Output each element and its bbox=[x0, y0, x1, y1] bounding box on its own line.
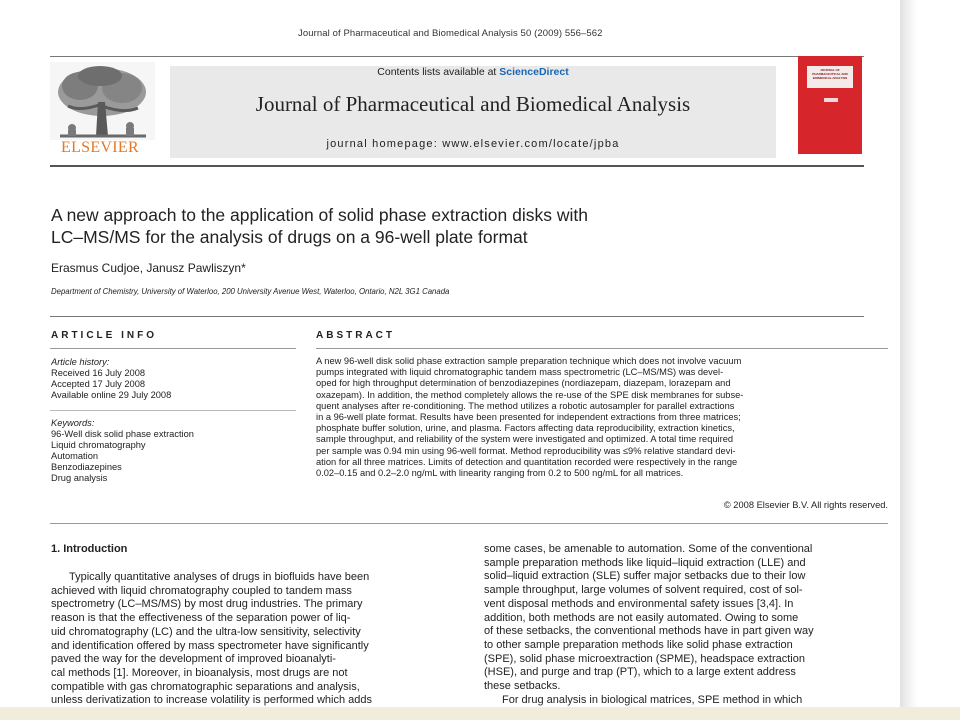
abstract-text bbox=[316, 356, 888, 479]
intro-line: (SPE), solid phase microextraction (SPME), headspace extraction bbox=[484, 652, 805, 665]
cover-title: JOURNAL OF PHARMACEUTICAL AND BIOMEDICAL ANALYSIS bbox=[812, 68, 848, 80]
abstract-line: per sample was 0.94 min using 96-well format. Method reproducibility was ≤9% relative standard devi- bbox=[316, 445, 736, 456]
intro-line: addition, both methods are not easily automated. Owing to some bbox=[484, 611, 799, 624]
elsevier-wordmark: ELSEVIER bbox=[61, 139, 139, 156]
intro-line: to other sample preparation methods like solid phase extraction bbox=[484, 638, 793, 651]
journal-cover-image bbox=[798, 56, 862, 154]
article-title-line: LC–MS/MS for the analysis of drugs on a 96-well plate format bbox=[51, 227, 528, 247]
intro-line: spectrometry (LC–MS/MS) by most drug industries. The primary bbox=[51, 598, 363, 611]
intro-line: of these setbacks, the conventional methods have in part given way bbox=[484, 625, 814, 638]
bottom-bar bbox=[0, 707, 960, 720]
intro-line: unless derivatization to increase volatility is performed which adds bbox=[51, 694, 372, 707]
sciencedirect-link[interactable]: ScienceDirect bbox=[499, 66, 569, 78]
intro-line: some cases, be amenable to automation. Some of the conventional bbox=[484, 543, 813, 555]
intro-line: vent disposal methods and environmental safety issues [3,4]. In bbox=[484, 597, 794, 610]
intro-line: cal methods [1]. Moreover, in bioanalysis, most drugs are not bbox=[51, 666, 348, 679]
keyword-item: Drug analysis bbox=[51, 473, 108, 483]
keywords-label: Keywords: bbox=[51, 418, 95, 428]
intro-right-column bbox=[484, 543, 890, 707]
homepage-url-link[interactable]: www.elsevier.com/locate/jpba bbox=[442, 138, 620, 150]
intro-line: compatible with gas chromatographic separations and analysis, bbox=[51, 680, 360, 693]
abstract-line: phosphate buffer solution, urine, and plasma. Factors affecting data reproducibility, extraction kinetics, bbox=[316, 423, 735, 434]
article-info-heading: ARTICLE INFO bbox=[51, 330, 157, 341]
contents-prefix: Contents lists available at bbox=[377, 66, 500, 78]
masthead-rule bbox=[50, 165, 864, 167]
abstract-line: sample throughput, and reliability of the system were investigated and optimized. A total time required bbox=[316, 434, 734, 445]
intro-line: reason is that the effectiveness of the separation power of liq- bbox=[51, 612, 351, 625]
journal-title: Journal of Pharmaceutical and Biomedical Analysis bbox=[255, 92, 691, 116]
keyword-item: Liquid chromatography bbox=[51, 440, 146, 450]
abstract-line: quent analyses after re-conditioning. The method utilizes a robotic autosampler for parallel extractions bbox=[316, 400, 735, 411]
abstract-line: oped for high throughput determination of benzodiazepines (nordiazepam, diazepam, lorazepam and bbox=[316, 378, 731, 389]
author-affiliation: Department of Chemistry, University of Waterloo, 200 University Avenue West, Waterloo, Ontario, N2L 3G1 Canada bbox=[51, 287, 450, 296]
article-authors: Erasmus Cudjoe, Janusz Pawliszyn* bbox=[51, 261, 246, 275]
history-label: Article history: bbox=[51, 357, 110, 367]
abstract-rule bbox=[316, 348, 888, 349]
introduction-heading: 1. Introduction bbox=[51, 543, 128, 555]
history-item: Accepted 17 July 2008 bbox=[51, 379, 146, 389]
body-rule bbox=[50, 523, 888, 524]
info-rule bbox=[50, 410, 296, 411]
keywords-list bbox=[51, 418, 194, 484]
abstract-line: 0.02–0.15 and 0.2–2.0 ng/mL with linearity ranging from 0.2 to 500 ng/mL for all matrices. bbox=[316, 468, 684, 479]
article-title bbox=[51, 204, 811, 248]
contents-line bbox=[170, 66, 776, 78]
slide-margin bbox=[900, 0, 960, 720]
cover-mark bbox=[824, 98, 838, 102]
article-history bbox=[51, 357, 171, 401]
intro-line: uid chromatography (LC) and the ultra-low sensitivity, selectivity bbox=[51, 625, 361, 638]
abstract-line: A new 96-well disk solid phase extraction sample preparation technique which does not involve vacuum bbox=[316, 356, 742, 366]
intro-line: For drug analysis in biological matrices, SPE method in which bbox=[502, 693, 803, 706]
copyright-notice: © 2008 Elsevier B.V. All rights reserved. bbox=[723, 500, 888, 510]
abstract-heading: ABSTRACT bbox=[316, 330, 395, 341]
intro-line: and identification offered by mass spectrometer have significantly bbox=[51, 639, 369, 652]
intro-line: achieved with liquid chromatography coupled to tandem mass bbox=[51, 584, 352, 597]
article-title-line: A new approach to the application of solid phase extraction disks with bbox=[51, 205, 588, 225]
header-rule bbox=[50, 316, 864, 317]
history-item: Available online 29 July 2008 bbox=[51, 390, 172, 400]
abstract-line: in a 96-well plate format. Results have been presented for independent extractions from three matrices; bbox=[316, 412, 741, 423]
intro-line: sample preparation methods like liquid–liquid extraction (LLE) and bbox=[484, 556, 806, 569]
journal-homepage bbox=[170, 138, 776, 150]
keyword-item: 96-Well disk solid phase extraction bbox=[51, 429, 194, 439]
abstract-line: ation for all three matrices. Limits of detection and quantitation recorded were respectively in the range bbox=[316, 456, 738, 467]
intro-line: Typically quantitative analyses of drugs in biofluids have been bbox=[69, 571, 370, 583]
intro-line: paved the way for the development of improved bioanalyti- bbox=[51, 653, 336, 666]
intro-left-column bbox=[51, 571, 469, 708]
abstract-line: pumps integrated with liquid chromatographic tandem mass spectrometric (LC–MS/MS) was devel- bbox=[316, 367, 724, 378]
journal-masthead bbox=[170, 66, 776, 158]
intro-line: (HSE), and purge and trap (PT), which to a large extent address bbox=[484, 666, 796, 679]
history-item: Received 16 July 2008 bbox=[51, 368, 146, 378]
top-rule bbox=[50, 56, 864, 57]
homepage-label: journal homepage: bbox=[326, 138, 443, 150]
journal-citation: Journal of Pharmaceutical and Biomedical Analysis 50 (2009) 556–562 bbox=[298, 28, 603, 39]
intro-line: sample throughput, large volumes of solvent required, cost of sol- bbox=[484, 584, 803, 597]
info-rule bbox=[50, 348, 296, 349]
abstract-line: oxazepam). In addition, the method completely allows the re-use of the SPE disk membranes for subse- bbox=[316, 389, 744, 400]
intro-line: solid–liquid extraction (SLE) suffer major setbacks due to their low bbox=[484, 570, 806, 583]
keyword-item: Automation bbox=[51, 451, 99, 461]
intro-line: these setbacks. bbox=[484, 680, 561, 693]
keyword-item: Benzodiazepines bbox=[51, 462, 122, 472]
